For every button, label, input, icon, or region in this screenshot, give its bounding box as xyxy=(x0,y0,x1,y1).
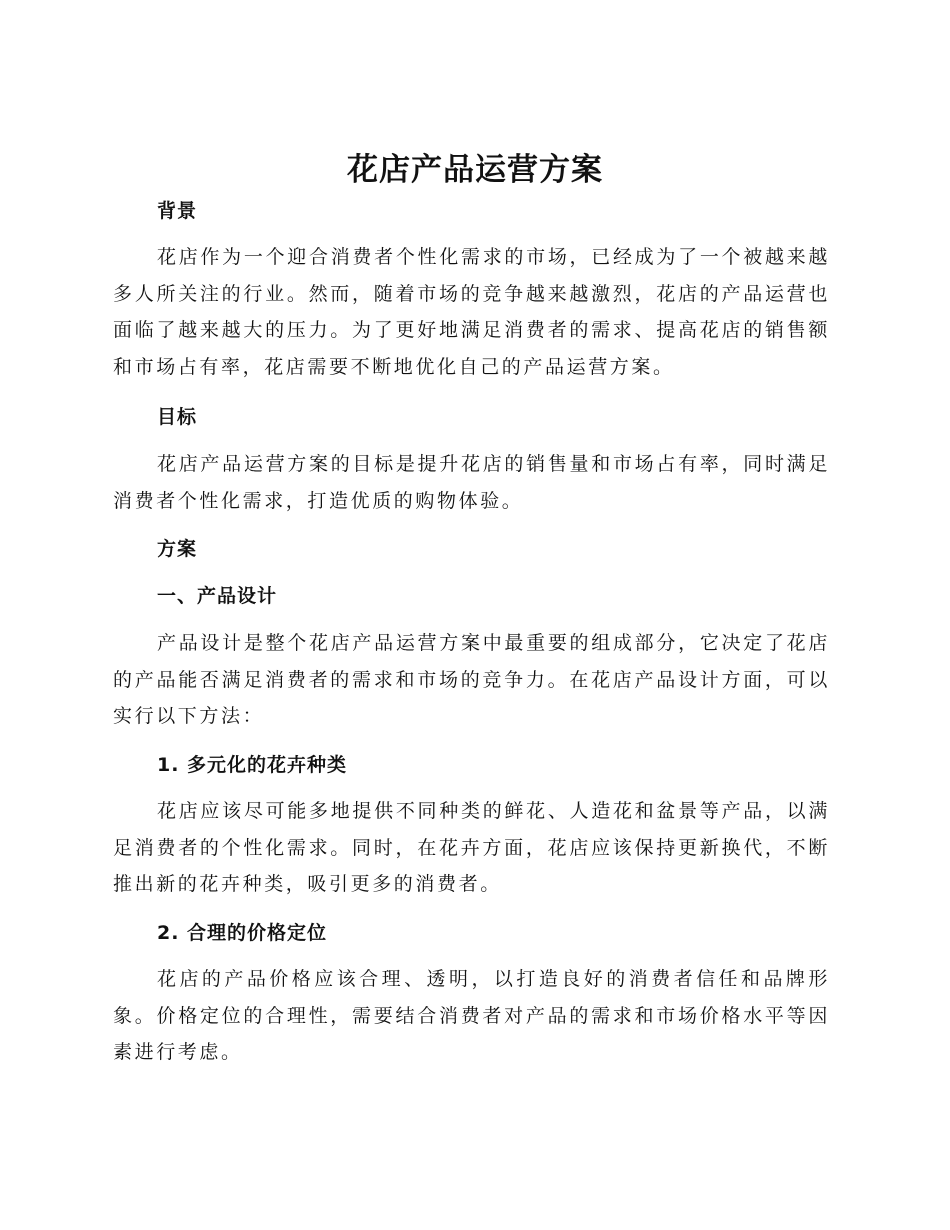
section-heading-diverse-flowers: 1. 多元化的花卉种类 xyxy=(157,754,348,776)
paragraph-product-design: 产品设计是整个花店产品运营方案中最重要的组成部分，它决定了花店的产品能否满足消费者的需求和市场的竞争力。在花店产品设计方面，可以实行以下方法： xyxy=(113,632,830,727)
section-heading-product-design: 一、产品设计 xyxy=(157,585,278,607)
section-heading-goal: 目标 xyxy=(157,406,198,428)
section-heading-pricing: 2. 合理的价格定位 xyxy=(157,922,328,944)
section-heading-plan: 方案 xyxy=(157,538,198,560)
paragraph-diverse-flowers: 花店应该尽可能多地提供不同种类的鲜花、人造花和盆景等产品，以满足消费者的个性化需求。同时，在花卉方面，花店应该保持更新换代，不断推出新的花卉种类，吸引更多的消费者。 xyxy=(113,800,830,895)
document-title: 花店产品运营方案 xyxy=(347,152,603,188)
paragraph-goal: 花店产品运营方案的目标是提升花店的销售量和市场占有率，同时满足消费者个性化需求，打造优质的购物体验。 xyxy=(113,453,830,512)
section-heading-background: 背景 xyxy=(157,200,198,222)
paragraph-pricing: 花店的产品价格应该合理、透明，以打造良好的消费者信任和品牌形象。价格定位的合理性，需要结合消费者对产品的需求和市场价格水平等因素进行考虑。 xyxy=(113,968,830,1063)
paragraph-background: 花店作为一个迎合消费者个性化需求的市场，已经成为了一个被越来越多人所关注的行业。然而，随着市场的竞争越来越激烈，花店的产品运营也面临了越来越大的压力。为了更好地满足消费者的需求、提高花店的销售额和市场占有率，花店需要不断地优化自己的产品运营方案。 xyxy=(113,246,830,378)
